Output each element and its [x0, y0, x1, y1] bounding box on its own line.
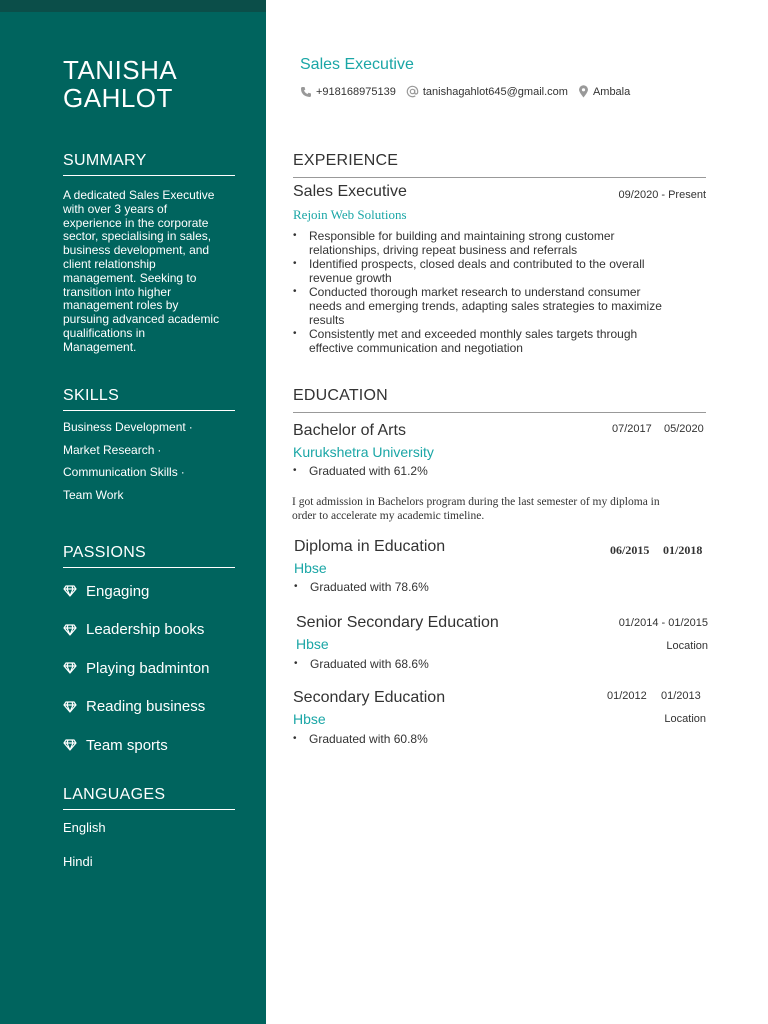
contact-bar: [300, 85, 640, 98]
language-item: Hindi: [63, 854, 93, 869]
at-icon: [406, 85, 419, 98]
diamond-icon: [63, 738, 77, 752]
languages-list: [63, 820, 235, 888]
diamond-icon: [63, 700, 77, 714]
education-end: 01/2013: [661, 690, 701, 702]
summary-heading: SUMMARY: [63, 152, 235, 176]
bullet-item: • Graduated with 60.8%: [293, 732, 428, 746]
experience-company: Rejoin Web Solutions: [293, 207, 407, 222]
education-school: Hbse: [293, 711, 326, 727]
languages-section: [63, 786, 235, 888]
passion-label: Engaging: [86, 582, 150, 600]
sidebar: [0, 0, 266, 1024]
education-location: Location: [666, 640, 708, 652]
education-start: 07/2017: [612, 423, 652, 435]
experience-title: Sales Executive: [293, 183, 407, 200]
job-title: Sales Executive: [300, 56, 414, 73]
passion-item: [63, 649, 235, 688]
education-degree: Secondary Education: [293, 689, 446, 706]
skills-heading: SKILLS: [63, 387, 235, 411]
passion-item: [63, 611, 235, 650]
bullet-item: • Consistently met and exceeded monthly sales targets through effective communication and negotiation: [293, 327, 705, 355]
bullet-item: • Graduated with 61.2%: [293, 464, 428, 478]
language-item: English: [63, 820, 106, 835]
candidate-name: [63, 56, 177, 112]
note-line: order to accelerate my academic timeline.: [292, 510, 485, 522]
education-heading: EDUCATION: [293, 387, 706, 413]
skill-item: Communication Skills ·: [63, 465, 185, 480]
passion-item: [63, 688, 235, 727]
contact-phone[interactable]: [300, 86, 396, 98]
summary-line: transition into higher: [63, 284, 172, 299]
education-result: [293, 732, 428, 746]
education-end: 01/2018: [663, 543, 703, 557]
education-degree: Diploma in Education: [294, 538, 446, 555]
summary-line: client relationship: [63, 256, 156, 271]
bullet-item: • Identified prospects, closed deals and contributed to the overall revenue growth: [293, 257, 705, 285]
skill-item: Team Work: [63, 487, 124, 502]
email-text: tanishagahlot645@gmail.com: [422, 85, 568, 98]
sidebar-top-band: [0, 0, 266, 12]
phone-text: +918168975139: [316, 85, 396, 98]
summary-line: experience in the corporate: [63, 215, 209, 230]
location-pin-icon: [578, 85, 589, 98]
languages-heading: LANGUAGES: [63, 786, 235, 810]
passion-item: [63, 726, 235, 765]
passions-section: [63, 544, 235, 765]
summary-line: business development, and: [63, 243, 210, 258]
skill-item: Business Development ·: [63, 420, 193, 434]
location-text: Ambala: [592, 85, 631, 98]
experience-dates: 09/2020 - Present: [618, 189, 706, 201]
skills-list: [63, 416, 235, 506]
education-start: 01/2012: [607, 690, 647, 702]
skill-item: Market Research ·: [63, 442, 162, 457]
bullet-item: • Conducted thorough market research to understand consumer needs and emerging trends, adapting sales strategies to maximize results: [293, 285, 705, 327]
diamond-icon: [63, 661, 77, 675]
education-start: 06/2015: [610, 543, 650, 557]
passions-list: [63, 572, 235, 765]
summary-line: sector, specialising in sales,: [63, 229, 212, 244]
diamond-icon: [63, 623, 77, 637]
summary-line: with over 3 years of: [63, 201, 168, 216]
education-location: Location: [664, 713, 706, 725]
passion-label: Leadership books: [86, 621, 205, 639]
passion-label: Playing badminton: [86, 659, 210, 677]
note-line: I got admission in Bachelors program during the last semester of my diploma in: [292, 496, 660, 508]
contact-location: [578, 85, 630, 98]
education-school: Kurukshetra University: [293, 444, 434, 460]
summary-text: [63, 189, 235, 355]
passion-label: Reading business: [86, 698, 206, 716]
summary-line: qualifications in: [63, 325, 146, 340]
education-result: [294, 580, 429, 594]
education-result: [294, 657, 429, 671]
summary-line: management roles by: [63, 298, 179, 313]
bullet-item: • Graduated with 68.6%: [294, 657, 429, 671]
bullet-item: • Responsible for building and maintaining strong customer relationships, driving repeat business and referrals: [293, 229, 705, 257]
passion-item: [63, 572, 235, 611]
contact-email[interactable]: [406, 85, 568, 98]
summary-line: management. Seeking to: [63, 270, 197, 285]
education-school: Hbse: [296, 636, 329, 652]
bullet-item: • Graduated with 78.6%: [294, 580, 429, 594]
summary-section: [63, 152, 235, 355]
diamond-icon: [63, 584, 77, 598]
skills-section: [63, 387, 235, 506]
summary-line: pursuing advanced academic: [63, 312, 220, 327]
summary-line: Management.: [63, 339, 137, 354]
education-degree: Senior Secondary Education: [296, 614, 499, 631]
experience-heading: EXPERIENCE: [293, 152, 706, 178]
phone-icon: [300, 86, 312, 98]
passion-label: Team sports: [86, 736, 168, 754]
experience-bullets: [293, 229, 705, 355]
education-dates: 01/2014 - 01/2015: [618, 617, 708, 629]
passions-heading: PASSIONS: [63, 544, 235, 568]
last-name: GAHLOT: [63, 83, 173, 113]
education-school: Hbse: [294, 560, 327, 576]
education-degree: Bachelor of Arts: [293, 422, 406, 439]
first-name: TANISHA: [63, 55, 178, 85]
education-result: [293, 464, 428, 478]
summary-line: A dedicated Sales Executive: [63, 188, 215, 202]
education-end: 05/2020: [664, 423, 704, 435]
education-note: [292, 495, 702, 523]
